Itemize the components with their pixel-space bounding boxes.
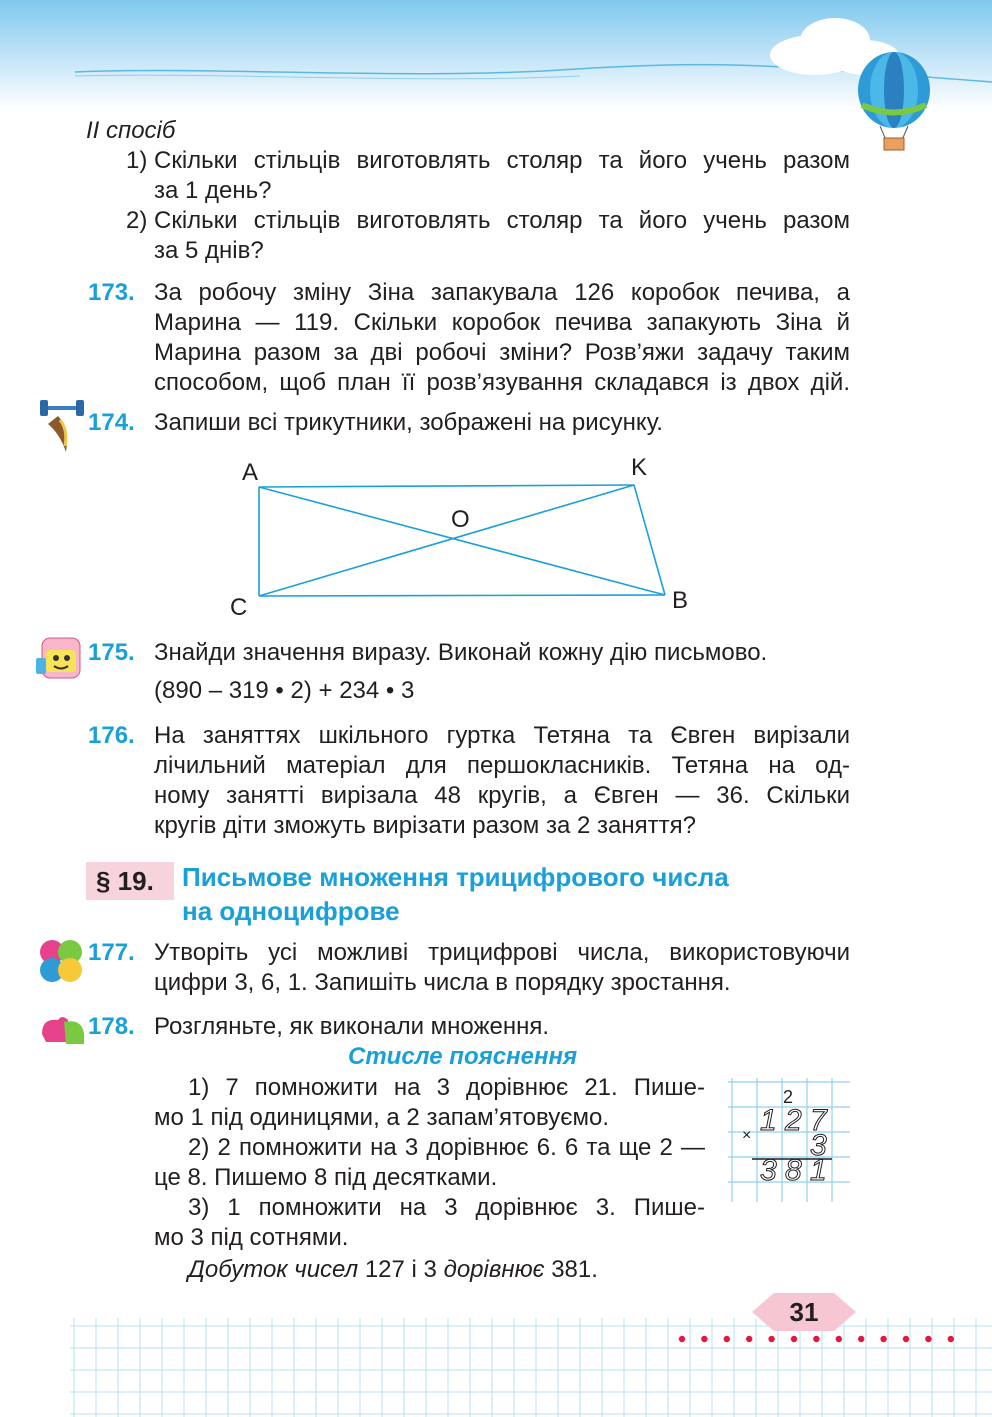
- explanation-line: 2) 2 помножити на 3 дорівнює 6. 6 та ще 2 —: [188, 1134, 705, 1161]
- red-dot: [925, 1336, 931, 1342]
- point-label-k: K: [631, 454, 648, 481]
- problem-number: 176.: [88, 722, 135, 749]
- problem-number: 175.: [88, 639, 135, 666]
- section-number: § 19.: [96, 866, 154, 896]
- carry-digit: 2: [783, 1087, 794, 1107]
- problem-text: способом, щоб план її розв’язування складався із двох дій.: [154, 369, 850, 396]
- step-number: 2): [126, 207, 148, 234]
- red-dot: [724, 1336, 730, 1342]
- step-number: 1): [126, 147, 148, 174]
- puzzle-pair-icon: [38, 1012, 88, 1048]
- step-text: за 5 днів?: [154, 237, 264, 264]
- multiplicand-digit: 2: [785, 1104, 802, 1137]
- product-digit: 1: [810, 1154, 827, 1187]
- point-label-b: B: [672, 587, 689, 614]
- red-dot: [679, 1336, 685, 1342]
- step-text: за 1 день?: [154, 177, 272, 204]
- problem-text: Запиши всі трикутники, зображені на рисунку.: [154, 409, 663, 436]
- multiplicand-digit: 7: [810, 1104, 827, 1137]
- segment-ak: [259, 485, 634, 487]
- step-text: Скільки стільців виготовлять столяр та його учень разом: [154, 207, 850, 234]
- point-label-a: A: [242, 459, 259, 486]
- problem-number: 177.: [88, 939, 135, 966]
- result-sentence: Добуток чисел 127 і 3 дорівнює 381.: [188, 1256, 598, 1283]
- product-digit: 8: [785, 1154, 802, 1187]
- backpack-icon: [36, 630, 88, 682]
- red-dot: [880, 1336, 886, 1342]
- problem-text: Розгляньте, як виконали множення.: [154, 1013, 550, 1040]
- segment-kb: [634, 485, 665, 595]
- product-digit: 3: [760, 1154, 777, 1187]
- problem-text: За робочу зміну Зіна запакувала 126 коробок печива, а: [154, 279, 850, 306]
- red-dot: [858, 1336, 864, 1342]
- red-dot: [948, 1336, 954, 1342]
- multiply-sign: ×: [742, 1127, 752, 1144]
- red-dot: [768, 1336, 774, 1342]
- red-dot: [836, 1336, 842, 1342]
- problem-text: кругів діти зможуть вирізати разом за 2 заняття?: [154, 812, 696, 839]
- explanation-line: 3) 1 помножити на 3 дорівнює 3. Пише-: [188, 1194, 705, 1221]
- section-title: Письмове множення трицифрового числа: [182, 862, 729, 892]
- barbell-boomerang-icon: [38, 398, 88, 454]
- page-number: 31: [789, 1297, 819, 1327]
- problem-text: Утворіть усі можливі трицифрові числа, використовуючи: [154, 939, 850, 966]
- problem-text: На заняттях шкільного гуртка Тетяна та Євген вирізали: [154, 722, 850, 749]
- page-number-badge: [752, 1291, 856, 1333]
- problem-text: ному занятті вирізала 48 кругів, а Євген — 36. Скільки: [154, 782, 850, 809]
- red-dot: [791, 1336, 797, 1342]
- problem-text: Марина — 119. Скільки коробок печива запакують Зіна й: [154, 309, 850, 336]
- puzzle-icon: [36, 938, 88, 984]
- red-dot: [746, 1336, 752, 1342]
- problem-text: цифри 3, 6, 1. Запишіть числа в порядку зростання.: [154, 969, 731, 996]
- dotted-rule: [672, 1331, 972, 1347]
- explanation-line: мо 1 під одиницями, а 2 запам’ятовуємо.: [154, 1104, 610, 1131]
- multiplicand-digit: 1: [760, 1104, 777, 1137]
- problem-text: Марина разом за дві робочі зміни? Розв’яжи задачу таким: [154, 339, 850, 366]
- red-dot: [903, 1336, 909, 1342]
- point-label-c: C: [230, 594, 248, 621]
- hot-air-balloon-icon: [850, 50, 940, 160]
- segment-cb: [259, 595, 665, 596]
- section-title: на одноцифрове: [182, 896, 400, 926]
- explanation-line: це 8. Пишемо 8 під десятками.: [154, 1164, 498, 1191]
- column-multiplication: [728, 1078, 852, 1202]
- problem-number: 173.: [88, 279, 135, 306]
- problem-text: лічильний матеріал для першокласників. Тетяна на од-: [154, 752, 850, 779]
- method-title: ІІ спосіб: [86, 117, 176, 144]
- explanation-line: 1) 7 помножити на 3 дорівнює 21. Пише-: [188, 1074, 705, 1101]
- red-dot: [813, 1336, 819, 1342]
- explanation-title: Стисле пояснення: [348, 1043, 578, 1070]
- problem-text: Знайди значення виразу. Виконай кожну дію письмово.: [154, 639, 768, 666]
- step-text: Скільки стільців виготовлять столяр та його учень разом: [154, 147, 850, 174]
- multiplier-digit: 3: [810, 1129, 827, 1162]
- red-dot: [701, 1336, 707, 1342]
- explanation-line: мо 3 під сотнями.: [154, 1224, 349, 1251]
- problem-number: 174.: [88, 409, 135, 436]
- problem-number: 178.: [88, 1013, 135, 1040]
- point-label-o: O: [451, 506, 470, 533]
- expression: (890 – 319 • 2) + 234 • 3: [154, 677, 415, 704]
- triangle-figure: [228, 450, 708, 625]
